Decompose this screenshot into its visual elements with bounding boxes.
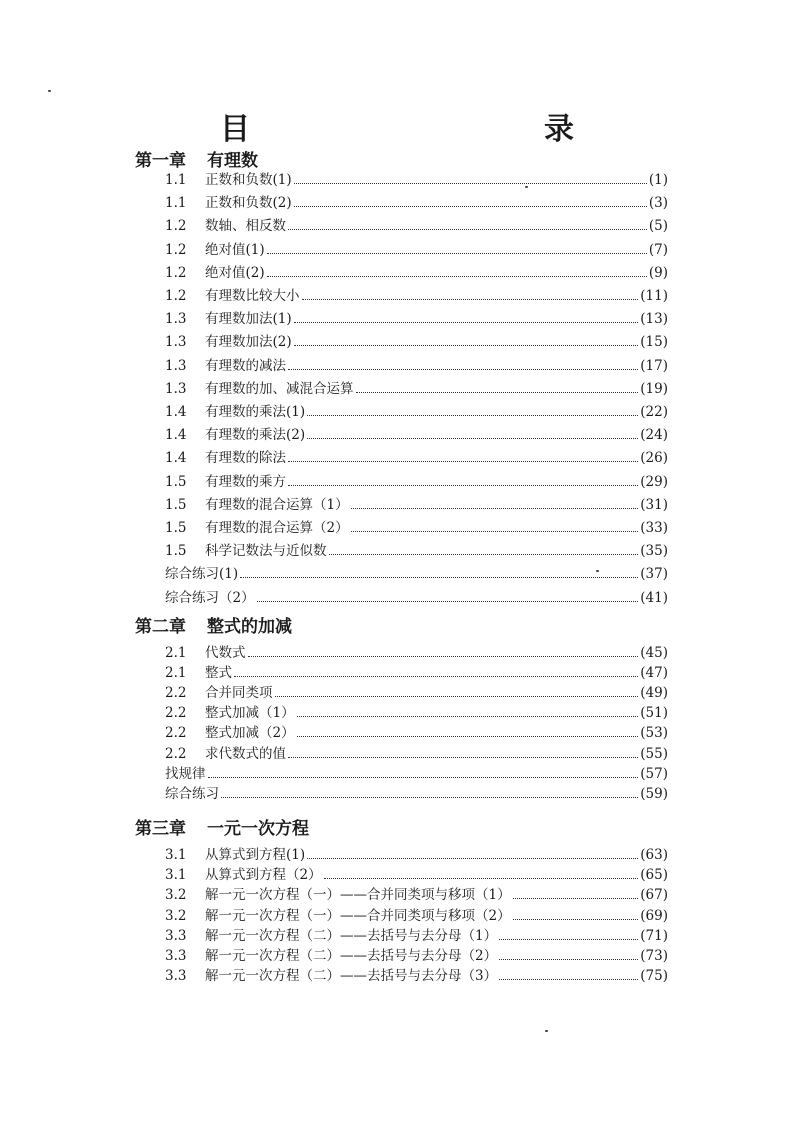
page-number: (22) bbox=[640, 404, 668, 420]
page-number: (41) bbox=[640, 589, 668, 606]
section-number: 2.2 bbox=[165, 685, 187, 702]
section-number: 1.2 bbox=[165, 288, 187, 304]
dot-leader bbox=[297, 703, 639, 717]
dot-leader bbox=[294, 309, 639, 323]
entry-title: 整式 bbox=[205, 665, 232, 682]
page-number: (67) bbox=[640, 887, 668, 904]
entry-title: 绝对值(1) bbox=[205, 241, 265, 258]
toc-entry[interactable] bbox=[165, 744, 668, 764]
toc-entry[interactable] bbox=[165, 663, 668, 683]
entry-title: 解一元一次方程（一）——合并同类项与移项（2） bbox=[205, 907, 511, 924]
dot-leader bbox=[324, 865, 639, 879]
section-number: 2.2 bbox=[165, 745, 187, 762]
dot-leader bbox=[356, 379, 639, 393]
section-number: 2.2 bbox=[165, 705, 187, 722]
dot-leader bbox=[208, 764, 639, 778]
page-number: (57) bbox=[640, 765, 668, 782]
dot-leader bbox=[288, 472, 638, 486]
toc-entry[interactable] bbox=[165, 286, 668, 306]
dot-leader bbox=[297, 723, 639, 737]
toc-entry[interactable] bbox=[165, 643, 668, 663]
dot-leader bbox=[275, 683, 639, 697]
entry-title: 代数式 bbox=[205, 645, 246, 661]
page-number: (73) bbox=[640, 948, 668, 964]
entry-title: 解一元一次方程（二）——去括号与去分母（2） bbox=[205, 948, 498, 964]
page-number: (5) bbox=[648, 218, 668, 235]
page-number: (51) bbox=[640, 705, 668, 722]
page-number: (19) bbox=[640, 380, 668, 397]
entry-title: 有理数的减法 bbox=[205, 357, 286, 374]
dot-leader bbox=[288, 448, 638, 462]
page-number: (11) bbox=[640, 288, 668, 304]
section-number: 1.2 bbox=[165, 218, 187, 235]
page-number: (35) bbox=[640, 543, 668, 560]
entry-title: 整式加减（1） bbox=[205, 705, 295, 722]
chapter-number: 第一章 bbox=[135, 151, 186, 171]
entry-title: 有理数的混合运算（1） bbox=[205, 496, 349, 513]
entry-title: 综合练习(1) bbox=[165, 566, 239, 583]
entry-title: 有理数的混合运算（2） bbox=[205, 520, 349, 536]
toc-entry[interactable] bbox=[165, 885, 668, 905]
chapter-title: 一元一次方程 bbox=[207, 819, 309, 839]
entry-title: 解一元一次方程（二）——去括号与去分母（1） bbox=[205, 927, 498, 944]
entry-title: 有理数加法(2) bbox=[205, 334, 292, 351]
page-number: (24) bbox=[640, 427, 668, 444]
section-number: 3.2 bbox=[165, 887, 187, 904]
section-number: 1.5 bbox=[165, 520, 187, 536]
entry-title: 正数和负数(2) bbox=[205, 195, 292, 212]
toc-entry[interactable] bbox=[165, 764, 668, 784]
dot-leader bbox=[240, 564, 638, 578]
section-number: 3.3 bbox=[165, 948, 187, 964]
entry-title: 整式加减（2） bbox=[205, 725, 295, 742]
section-number: 1.3 bbox=[165, 334, 187, 351]
entry-title: 从算式到方程(1) bbox=[205, 847, 306, 863]
toc-entry[interactable] bbox=[165, 170, 668, 190]
toc-entry[interactable] bbox=[165, 518, 668, 538]
toc-entry[interactable] bbox=[165, 193, 668, 213]
section-number: 1.5 bbox=[165, 543, 187, 560]
page-number: (75) bbox=[640, 968, 668, 985]
dot-leader bbox=[307, 402, 638, 416]
toc-entry[interactable] bbox=[165, 216, 668, 236]
scan-speck bbox=[525, 186, 528, 188]
page-number: (1) bbox=[648, 172, 668, 188]
section-number: 1.3 bbox=[165, 311, 187, 328]
section-number: 2.1 bbox=[165, 645, 187, 661]
chapter-heading bbox=[135, 146, 258, 171]
dot-leader bbox=[499, 966, 638, 980]
entry-title: 解一元一次方程（一）——合并同类项与移项（1） bbox=[205, 887, 511, 904]
entry-title: 数轴、相反数 bbox=[205, 218, 286, 235]
section-number: 1.4 bbox=[165, 404, 187, 420]
section-number: 1.2 bbox=[165, 264, 187, 281]
section-number: 3.3 bbox=[165, 927, 187, 944]
dot-leader bbox=[329, 541, 639, 555]
section-number: 3.3 bbox=[165, 968, 187, 985]
page-number: (65) bbox=[640, 867, 668, 884]
dot-leader bbox=[294, 170, 647, 184]
toc-entry[interactable] bbox=[165, 703, 668, 723]
section-number: 3.2 bbox=[165, 907, 187, 924]
entry-title: 有理数的乘方 bbox=[205, 473, 286, 490]
toc-entry[interactable] bbox=[165, 723, 668, 743]
toc-entry[interactable] bbox=[165, 906, 668, 926]
page-number: (31) bbox=[640, 496, 668, 513]
entry-title: 科学记数法与近似数 bbox=[205, 543, 327, 560]
dot-leader bbox=[307, 845, 638, 859]
toc-entry[interactable] bbox=[165, 541, 668, 561]
chapter-title: 整式的加减 bbox=[207, 617, 292, 637]
section-number: 2.2 bbox=[165, 725, 187, 742]
dot-leader bbox=[499, 946, 638, 960]
page-number: (37) bbox=[640, 566, 668, 583]
page-number: (47) bbox=[640, 665, 668, 682]
toc-entry[interactable] bbox=[165, 683, 668, 703]
section-number: 1.2 bbox=[165, 241, 187, 258]
dot-leader bbox=[267, 240, 647, 254]
toc-entry[interactable] bbox=[165, 946, 668, 966]
dot-leader bbox=[351, 518, 639, 532]
dot-leader bbox=[499, 926, 638, 940]
dot-leader bbox=[267, 263, 647, 277]
section-number: 3.1 bbox=[165, 847, 187, 863]
dot-leader bbox=[513, 906, 639, 920]
toc-entry[interactable] bbox=[165, 425, 668, 445]
entry-title: 有理数比较大小 bbox=[205, 288, 300, 304]
page-number: (55) bbox=[640, 745, 668, 762]
dot-leader bbox=[513, 885, 639, 899]
dot-leader bbox=[288, 216, 647, 230]
chapter-title: 有理数 bbox=[207, 151, 258, 171]
page-number: (33) bbox=[640, 520, 668, 536]
section-number: 3.1 bbox=[165, 867, 187, 884]
toc-entry[interactable] bbox=[165, 356, 668, 376]
chapter-number: 第三章 bbox=[135, 819, 186, 839]
page-number: (53) bbox=[640, 725, 668, 742]
dot-leader bbox=[221, 784, 638, 798]
page-number: (26) bbox=[640, 450, 668, 467]
toc-entry[interactable] bbox=[165, 448, 668, 468]
entry-title: 从算式到方程（2） bbox=[205, 867, 322, 884]
page-number: (69) bbox=[640, 907, 668, 924]
dot-leader bbox=[294, 193, 647, 207]
toc-entry[interactable] bbox=[165, 966, 668, 986]
toc-entry[interactable] bbox=[165, 495, 668, 515]
toc-entry[interactable] bbox=[165, 332, 668, 352]
toc-entry[interactable] bbox=[165, 379, 668, 399]
toc-entry[interactable] bbox=[165, 845, 668, 865]
section-number: 1.5 bbox=[165, 473, 187, 490]
page-title: 目 录 bbox=[220, 112, 652, 147]
entry-title: 正数和负数(1) bbox=[205, 172, 292, 188]
scan-speck bbox=[545, 1030, 548, 1032]
toc-entry[interactable] bbox=[165, 240, 668, 260]
page-number: (3) bbox=[648, 195, 668, 212]
chapter-heading bbox=[135, 612, 292, 637]
entry-title: 合并同类项 bbox=[205, 685, 273, 702]
entry-title: 解一元一次方程（二）——去括号与去分母（3） bbox=[205, 968, 498, 985]
entry-title: 有理数的除法 bbox=[205, 450, 286, 467]
page-number: (45) bbox=[640, 645, 668, 661]
page-number: (9) bbox=[648, 264, 668, 281]
section-number: 1.4 bbox=[165, 450, 187, 467]
toc-entry[interactable] bbox=[165, 564, 668, 584]
section-number: 1.3 bbox=[165, 380, 187, 397]
page-number: (13) bbox=[640, 311, 668, 328]
scan-speck bbox=[596, 570, 599, 572]
page-number: (17) bbox=[640, 357, 668, 374]
entry-title: 有理数的加、减混合运算 bbox=[205, 380, 354, 397]
dot-leader bbox=[248, 643, 639, 657]
entry-title: 绝对值(2) bbox=[205, 264, 265, 281]
toc-entry[interactable] bbox=[165, 784, 668, 804]
entry-title: 有理数的乘法(2) bbox=[205, 427, 306, 444]
dot-leader bbox=[288, 744, 638, 758]
entry-title: 综合练习 bbox=[165, 785, 219, 802]
dot-leader bbox=[234, 663, 638, 677]
entry-title: 综合练习（2） bbox=[165, 589, 255, 606]
toc-entry[interactable] bbox=[165, 865, 668, 885]
page-number: (7) bbox=[648, 241, 668, 258]
entry-title: 求代数式的值 bbox=[205, 745, 286, 762]
toc-entry[interactable] bbox=[165, 263, 668, 283]
page-number: (29) bbox=[640, 473, 668, 490]
chapter-number: 第二章 bbox=[135, 617, 186, 637]
dot-leader bbox=[257, 588, 639, 602]
entry-title: 有理数加法(1) bbox=[205, 311, 292, 328]
dot-leader bbox=[302, 286, 639, 300]
chapter-heading bbox=[135, 814, 309, 839]
section-number: 1.1 bbox=[165, 172, 187, 188]
section-number: 1.4 bbox=[165, 427, 187, 444]
entry-title: 找规律 bbox=[165, 765, 206, 782]
page-number: (71) bbox=[640, 927, 668, 944]
toc-entry[interactable] bbox=[165, 588, 668, 608]
scan-speck bbox=[48, 90, 51, 92]
page-number: (15) bbox=[640, 334, 668, 351]
dot-leader bbox=[288, 356, 638, 370]
toc-entry[interactable] bbox=[165, 472, 668, 492]
toc-entry[interactable] bbox=[165, 309, 668, 329]
toc-entry[interactable] bbox=[165, 402, 668, 422]
section-number: 1.3 bbox=[165, 357, 187, 374]
dot-leader bbox=[307, 425, 638, 439]
section-number: 1.1 bbox=[165, 195, 187, 212]
dot-leader bbox=[294, 332, 639, 346]
dot-leader bbox=[351, 495, 639, 509]
page-number: (63) bbox=[640, 847, 668, 863]
toc-entry[interactable] bbox=[165, 926, 668, 946]
section-number: 1.5 bbox=[165, 496, 187, 513]
page-number: (49) bbox=[640, 685, 668, 702]
page-number: (59) bbox=[640, 785, 668, 802]
section-number: 2.1 bbox=[165, 665, 187, 682]
entry-title: 有理数的乘法(1) bbox=[205, 404, 306, 420]
